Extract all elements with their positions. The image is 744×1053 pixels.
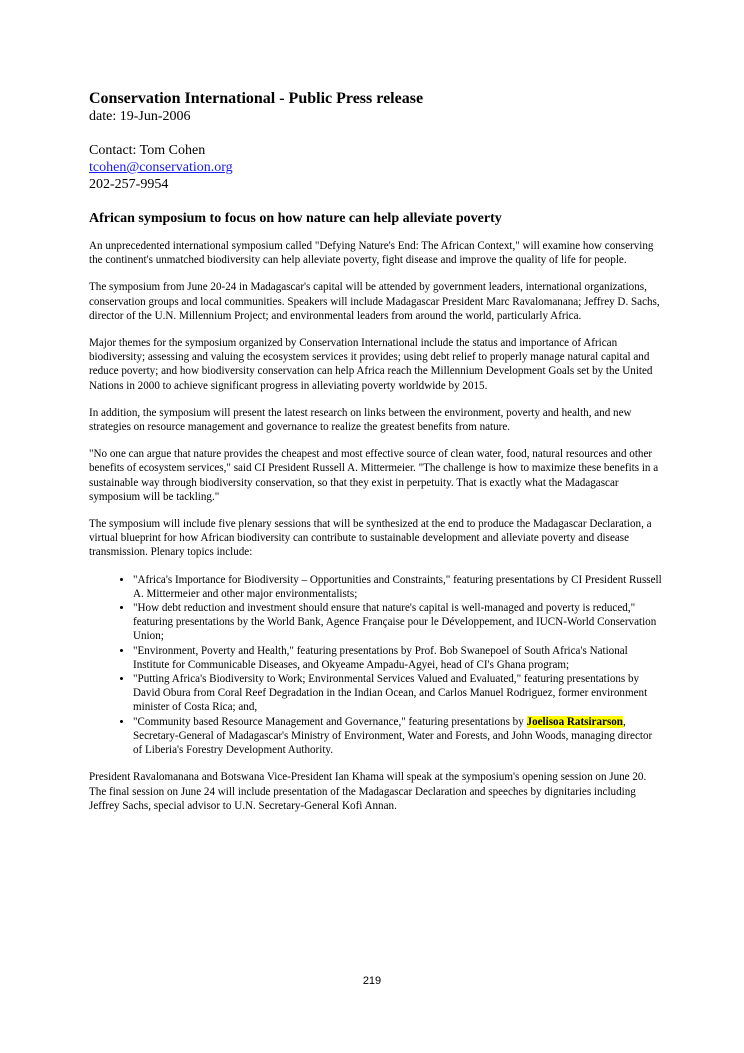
page-number: 219 — [362, 975, 382, 987]
press-release-title: Conservation International - Public Press release — [89, 90, 424, 107]
list-item: • "How debt reduction and investment should ensure that nature's capital is well-managed and poverty is reduced," featuring presentations by the World Bank, Agence Française pour le Développement, and IUCN-World Conservation Union; — [133, 601, 663, 644]
highlighted-name: Joelisoa Ratsirarson — [526, 715, 623, 728]
paragraph-attendees: The symposium from June 20-24 in Madagascar's capital will be attended by government leaders, international organizations, conservation groups and local communities. Speakers will include Madagascar President Marc Ravalomanana; Jeffrey D. Sachs, director of the U.N. Millennium Project; and environmental leaders from around the world, particularly Africa. — [89, 281, 660, 322]
list-item — [133, 715, 663, 758]
contact-block — [89, 142, 663, 193]
paragraph-plenary: The symposium will include five plenary sessions that will be synthesized at the end to produce the Madagascar Declaration, a virtual blueprint for how African biodiversity can contribute to sustainable development and alleviate poverty and disease transmission. Plenary topics include: — [89, 518, 652, 559]
list-item: • "Environment, Poverty and Health," featuring presentations by Prof. Bob Swanepoel of South Africa's National Institute for Communicable Diseases, and Okyeame Ampadu-Agyei, head of CI's Ghana program; — [133, 644, 663, 672]
contact-phone: 202-257-9954 — [89, 177, 169, 192]
topic-text: , Secretary-General of Madagascar's Ministry of Environment, Water and Forests, and John Woods, managing director of Liberia's Forestry Development Authority. — [133, 715, 653, 757]
paragraph-quote: "No one can argue that nature provides the cheapest and most effective source of clean water, food, natural resources and other benefits of ecosystem services," said CI President Russell A. Mittermeier. "The challenge is how to maximize these benefits in a sustainable way through biodiversity conservation, so that they exist in perpetuity. That is exactly what the Madagascar symposium will be tackling." — [89, 448, 659, 503]
document-page — [89, 89, 663, 826]
contact-name: Contact: Tom Cohen — [89, 143, 206, 158]
plenary-topics-list — [89, 573, 663, 758]
paragraph-closing: President Ravalomanana and Botswana Vice-President Ian Khama will speak at the symposium's opening session on June 20. The final session on June 24 will include presentation of the Madagascar Declaration and speeches by dignitaries including Jeffrey Sachs, special advisor to U.N. Secretary-General Kofi Annan. — [89, 771, 647, 812]
list-item: • "Putting Africa's Biodiversity to Work; Environmental Services Valued and Evaluated," featuring presentations by David Obura from Coral Reef Degradation in the Indian Ocean, and Carlos Manuel Rodriguez, former environment minister of Costa Rica; and, — [133, 672, 663, 715]
paragraph-themes: Major themes for the symposium organized by Conservation International include the status and importance of African biodiversity; assessing and valuing the ecosystem services it provides; using debt relief to properly manage natural capital and reduce poverty; and how biodiversity conservation can help Africa reach the Millennium Development Goals set by the United Nations in 2000 to achieve significant progress in alleviating poverty worldwide by 2015. — [89, 337, 653, 392]
paragraph-intro: An unprecedented international symposium called "Defying Nature's End: The African Context," will examine how conserving the continent's unmatched biodiversity can help alleviate poverty, fight disease and improve the quality of life for people. — [89, 240, 654, 267]
article-headline: African symposium to focus on how nature can help alleviate poverty — [89, 211, 502, 226]
list-item: • "Africa's Importance for Biodiversity – Opportunities and Constraints," featuring presentations by CI President Russell A. Mittermeier and other major environmentalists; — [133, 573, 663, 601]
topic-text: "Community based Resource Management and Governance," featuring presentations by — [133, 715, 527, 728]
contact-email-link[interactable]: tcohen@conservation.org — [89, 160, 233, 175]
paragraph-research: In addition, the symposium will present the latest research on links between the environment, poverty and health, and new strategies on resource management and governance to realize the greatest benefits from nature. — [89, 406, 632, 434]
release-date: date: 19-Jun-2006 — [89, 109, 191, 124]
